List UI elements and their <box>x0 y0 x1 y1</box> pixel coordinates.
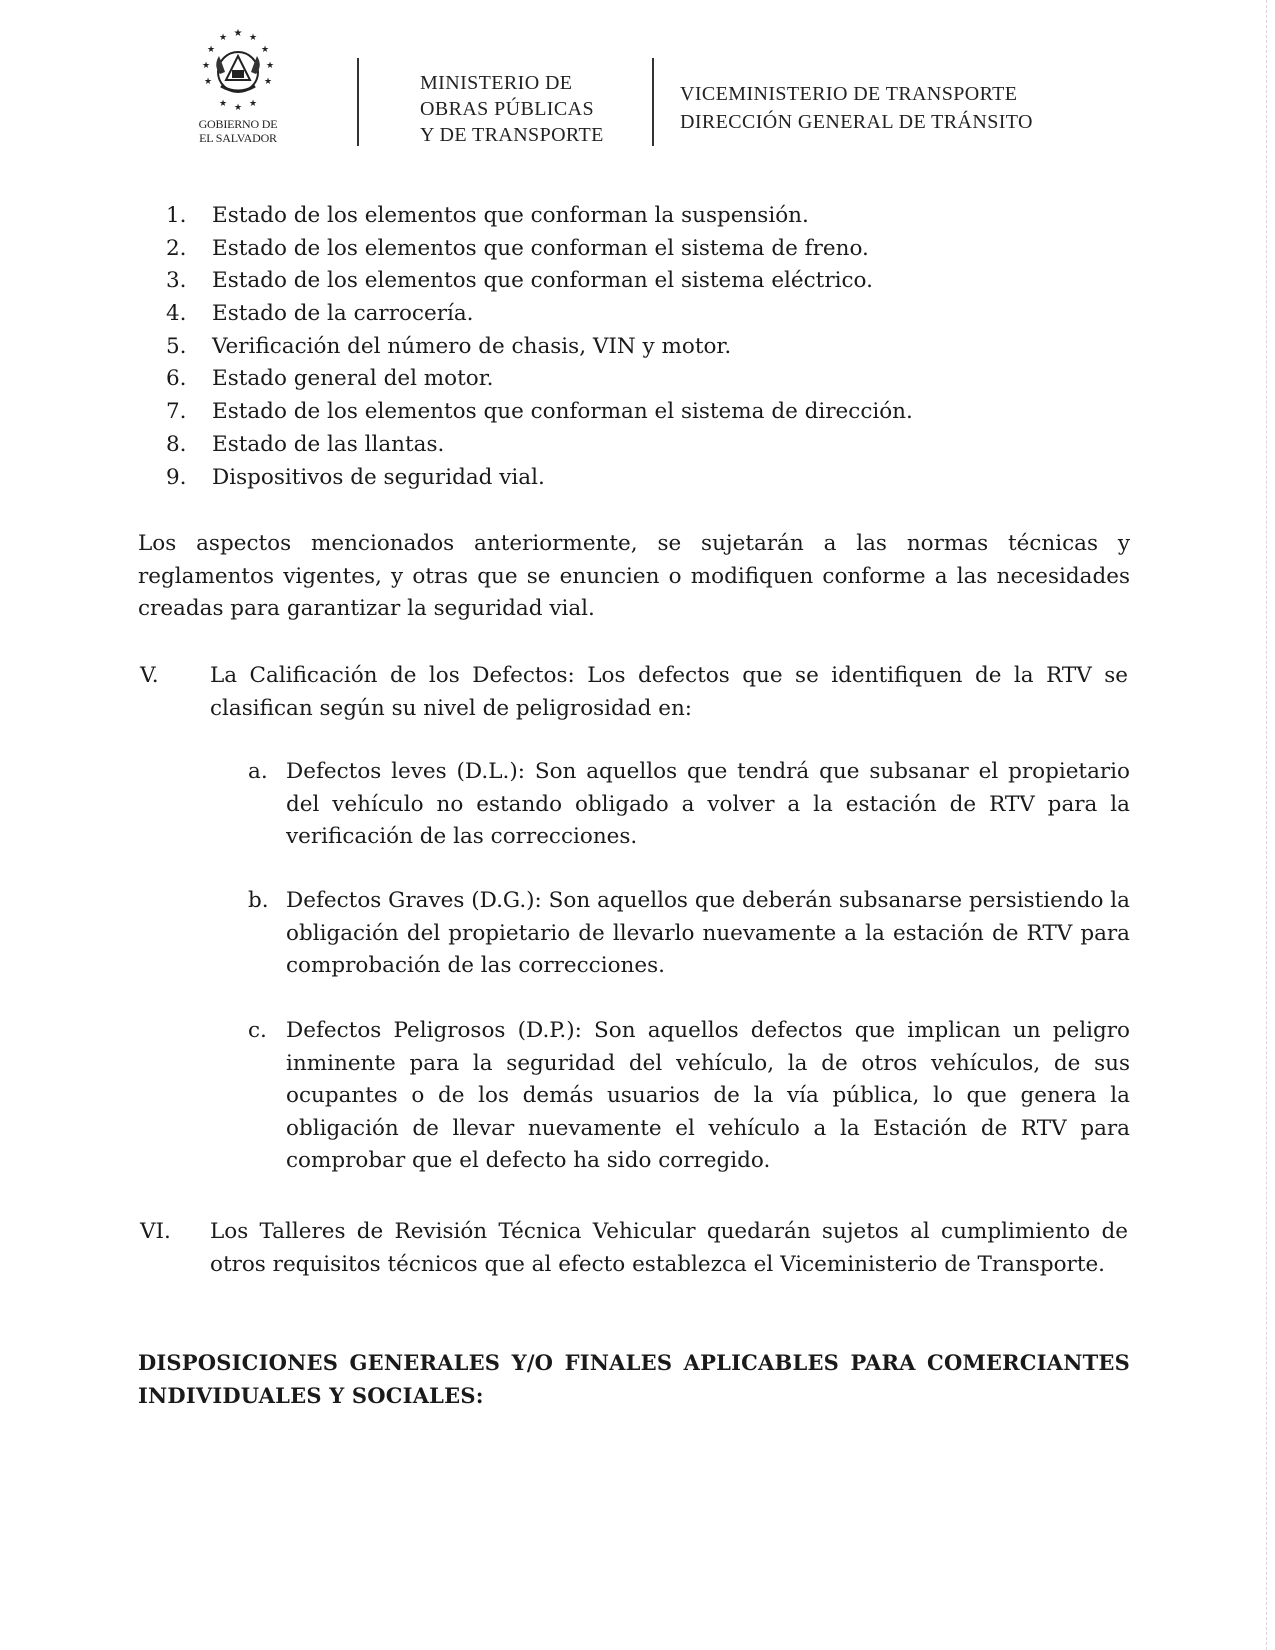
svg-text:★: ★ <box>218 33 228 43</box>
final-provisions-heading: DISPOSICIONES GENERALES Y/O FINALES APLICABLES PARA COMERCIANTES INDIVIDUALES Y SOCIALES: <box>138 1350 1130 1408</box>
section-vi <box>140 1216 1130 1326</box>
section-numeral: V. <box>140 663 159 688</box>
item-number: 3. <box>166 268 187 294</box>
item-text: Estado de la carrocería. <box>212 301 474 327</box>
defect-letter: b. <box>248 888 269 913</box>
defect-text: Defectos Peligrosos (D.P.): Son aquellos defectos que implican un peligro inminente para la seguridad del vehículo, la de otros vehículos, de sus ocupantes o de los demás usuarios de la vía pública, lo que genera la obligación de llevar nuevamente el vehículo a la Estación de RTV para comprobar que el defecto ha sido corregido. <box>286 1018 1130 1173</box>
svg-text:★: ★ <box>265 61 275 71</box>
list-item <box>166 298 913 331</box>
defect-letter: c. <box>248 1018 267 1043</box>
svg-text:★: ★ <box>248 33 258 43</box>
svg-text:★: ★ <box>218 99 228 109</box>
svg-text:★: ★ <box>206 45 216 55</box>
item-text: Estado de los elementos que conforman el sistema eléctrico. <box>212 268 873 294</box>
svg-text:★: ★ <box>233 103 243 113</box>
section-numeral: VI. <box>140 1219 171 1244</box>
standards-paragraph: Los aspectos mencionados anteriormente, se sujetarán a las normas técnicas y reglamentos vigentes, y otras que se enuncien o modifiquen conforme a las necesidades creadas para garantizar la seguridad vial. <box>138 531 1130 621</box>
coat-of-arms-icon <box>193 26 283 116</box>
item-text: Estado de los elementos que conforman la suspensión. <box>212 203 809 228</box>
vice-ministry-name <box>680 80 1033 136</box>
svg-text:★: ★ <box>248 99 258 109</box>
section-text: Los Talleres de Revisión Técnica Vehicular quedarán sujetos al cumplimiento de otros requisitos técnicos que al efecto establezca el Viceministerio de Transporte. <box>210 1219 1128 1277</box>
list-item <box>166 396 913 429</box>
header-divider-1 <box>357 58 359 146</box>
svg-text:★: ★ <box>260 45 270 55</box>
ministry-name <box>420 70 604 148</box>
vice-line: DIRECCIÓN GENERAL DE TRÁNSITO <box>680 111 1033 133</box>
government-seal <box>178 26 298 144</box>
list-item <box>166 462 913 495</box>
list-item <box>166 233 913 266</box>
svg-text:★: ★ <box>203 77 213 87</box>
list-item <box>166 363 913 396</box>
seal-line-1: GOBIERNO DE <box>198 117 278 131</box>
item-number: 9. <box>166 464 187 490</box>
list-item <box>166 331 913 364</box>
seal-line-2: EL SALVADOR <box>199 131 277 145</box>
item-number: 8. <box>166 431 187 457</box>
inspection-items-list <box>166 200 913 494</box>
svg-text:★: ★ <box>201 61 211 71</box>
ministry-line: Y DE TRANSPORTE <box>420 124 604 146</box>
item-number: 4. <box>166 301 187 327</box>
ministry-line: MINISTERIO DE <box>420 72 573 94</box>
svg-text:★: ★ <box>263 77 273 87</box>
item-text: Dispositivos de seguridad vial. <box>212 464 545 490</box>
svg-text:★: ★ <box>233 28 243 39</box>
vice-line: VICEMINISTERIO DE TRANSPORTE <box>680 83 1018 105</box>
item-text: Estado de las llantas. <box>212 431 445 457</box>
scan-edge <box>1266 0 1267 1650</box>
defect-text: Defectos leves (D.L.): Son aquellos que tendrá que subsanar el propietario del vehículo no estando obligado a volver a la estación de RTV para la verificación de las correcciones. <box>286 759 1130 849</box>
item-text: Verificación del número de chasis, VIN y motor. <box>212 333 732 359</box>
header-divider-2 <box>652 58 654 146</box>
defect-letter: a. <box>248 759 268 784</box>
list-item <box>166 200 913 233</box>
list-item <box>166 429 913 462</box>
item-number: 6. <box>166 366 187 392</box>
list-item <box>166 265 913 298</box>
item-text: Estado de los elementos que conforman el sistema de freno. <box>212 235 869 261</box>
ministry-line: OBRAS PÚBLICAS <box>420 98 594 120</box>
defect-text: Defectos Graves (D.G.): Son aquellos que deberán subsanarse persistiendo la obligación del propietario de llevarlo nuevamente a la estación de RTV para comprobación de las correcciones. <box>286 888 1130 978</box>
item-number: 7. <box>166 399 187 425</box>
item-text: Estado general del motor. <box>212 366 494 392</box>
item-text: Estado de los elementos que conforman el sistema de dirección. <box>212 399 913 425</box>
section-v <box>140 660 1130 730</box>
item-number: 5. <box>166 333 187 359</box>
item-number: 2. <box>166 235 187 261</box>
item-number: 1. <box>166 203 187 228</box>
section-text: La Calificación de los Defectos: Los defectos que se identifiquen de la RTV se clasifican según su nivel de peligrosidad en: <box>210 663 1128 721</box>
